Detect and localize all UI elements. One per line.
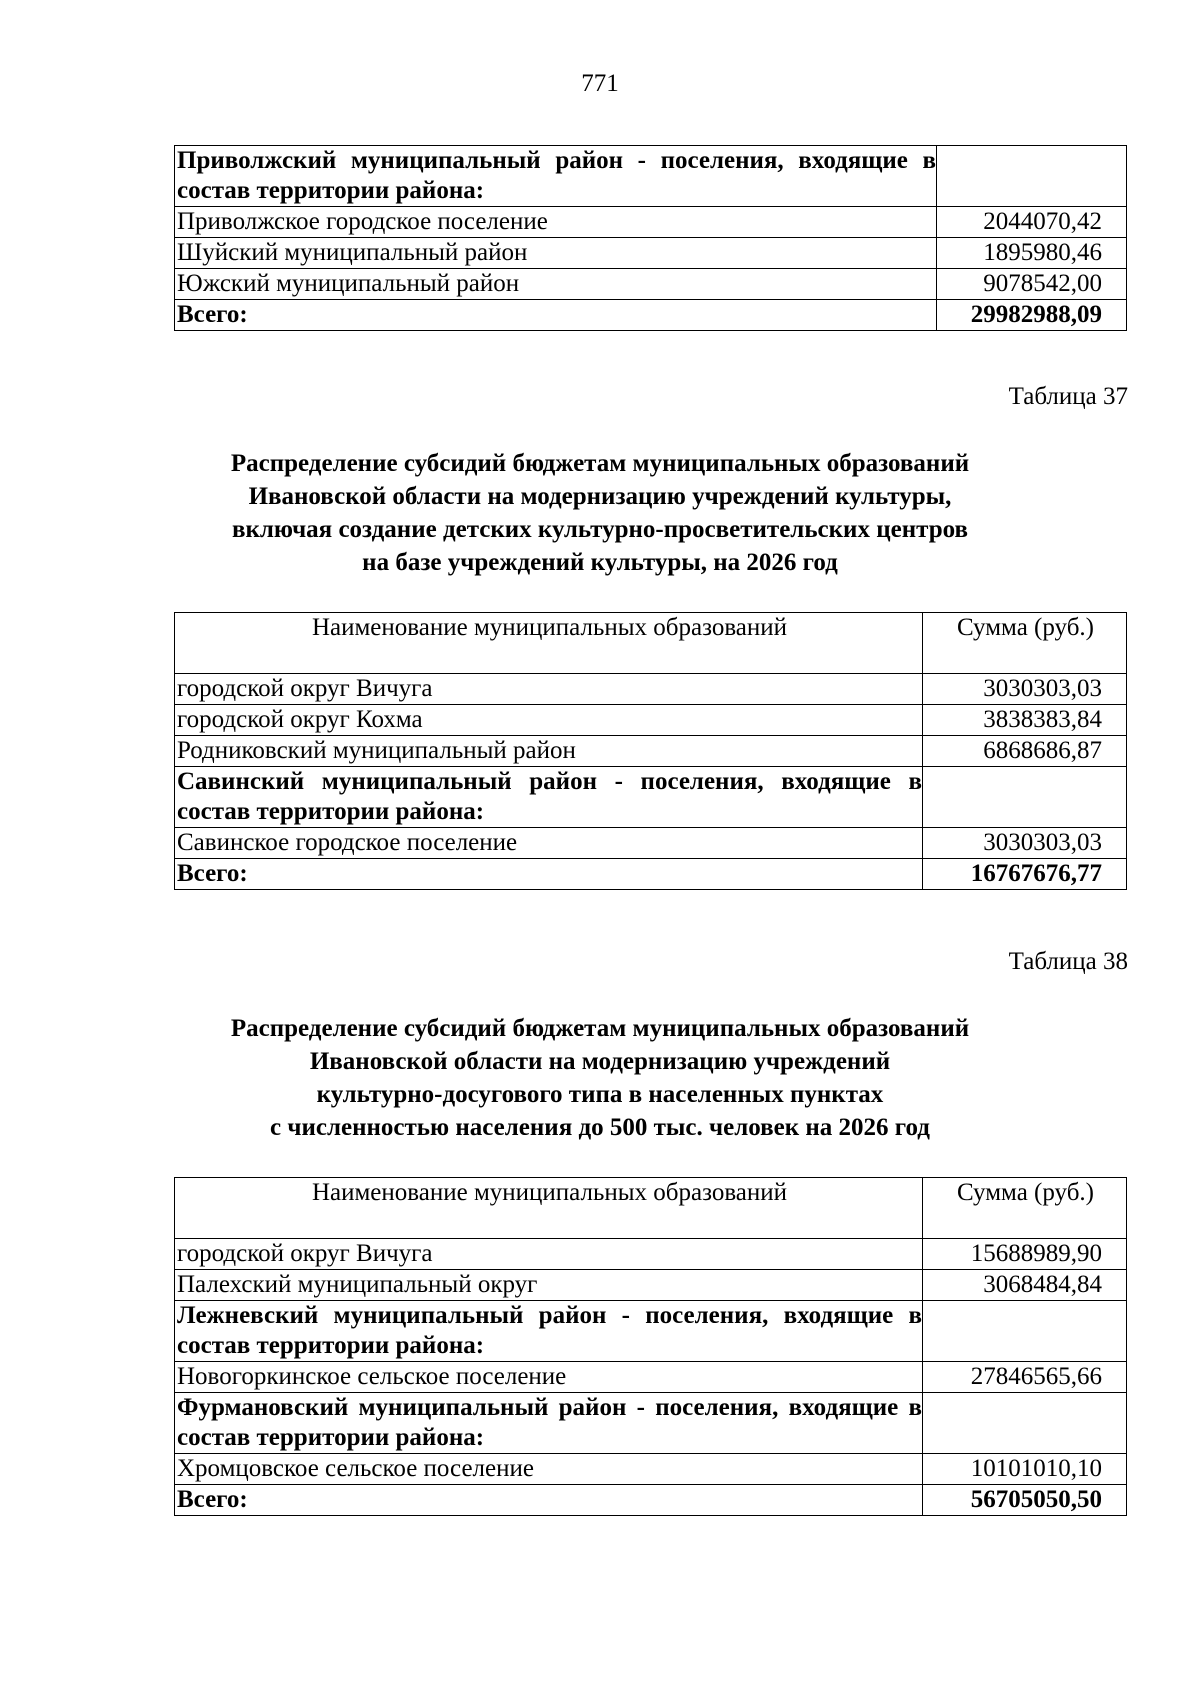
row-amount-cell: 3068484,84 xyxy=(923,1270,1127,1301)
row-name-cell: Приволжский муниципальный район - поселения, входящие в состав территории района: xyxy=(175,146,937,207)
table-group-row xyxy=(175,1393,1127,1454)
row-amount-cell: 3030303,03 xyxy=(923,674,1127,705)
table-37-title xyxy=(0,447,1200,579)
table-row xyxy=(175,1362,1127,1393)
row-name-cell: Новогоркинское сельское поселение xyxy=(175,1362,923,1393)
table-38-label: Таблица 38 xyxy=(1008,948,1128,975)
table-37-body xyxy=(175,613,1127,890)
table-38-title xyxy=(0,1012,1200,1144)
table-row xyxy=(175,1454,1127,1485)
table-row xyxy=(175,674,1127,705)
row-amount-cell: 10101010,10 xyxy=(923,1454,1127,1485)
table-37 xyxy=(174,612,1127,890)
table-total-row xyxy=(175,300,1127,331)
row-name-cell: Савинский муниципальный район - поселения, входящие в состав территории района: xyxy=(175,767,923,828)
table-38-body xyxy=(175,1178,1127,1516)
table-row xyxy=(175,1239,1127,1270)
title-line: включая создание детских культурно-просветительских центров xyxy=(232,516,968,543)
title-line: Ивановской области на модернизацию учреждений xyxy=(309,1048,891,1075)
table-38 xyxy=(174,1177,1127,1516)
title-line: на базе учреждений культуры, на 2026 год xyxy=(362,549,838,576)
title-line: Распределение субсидий бюджетам муниципальных образований xyxy=(230,450,970,477)
row-name-cell: Палехский муниципальный округ xyxy=(175,1270,923,1301)
total-label-cell: Всего: xyxy=(175,300,937,331)
table-row xyxy=(175,705,1127,736)
row-amount-cell xyxy=(923,767,1127,828)
table-group-row xyxy=(175,146,1127,207)
table-header-row xyxy=(175,1178,1127,1239)
row-name-cell: Шуйский муниципальный район xyxy=(175,238,937,269)
row-amount-cell: 3030303,03 xyxy=(923,828,1127,859)
table-group-row xyxy=(175,767,1127,828)
row-name-cell: Савинское городское поселение xyxy=(175,828,923,859)
row-amount-cell: 3838383,84 xyxy=(923,705,1127,736)
row-amount-cell: 2044070,42 xyxy=(937,207,1127,238)
table-36-body xyxy=(175,146,1127,331)
row-name-cell: Родниковский муниципальный район xyxy=(175,736,923,767)
table-37-label: Таблица 37 xyxy=(1008,383,1128,410)
page-number: 771 xyxy=(581,70,619,97)
row-name-cell: Приволжское городское поселение xyxy=(175,207,937,238)
title-line: Ивановской области на модернизацию учреждений культуры, xyxy=(248,483,952,510)
row-name-cell: Фурмановский муниципальный район - поселения, входящие в состав территории района: xyxy=(175,1393,923,1454)
row-amount-cell: 9078542,00 xyxy=(937,269,1127,300)
table-row xyxy=(175,238,1127,269)
row-amount-cell xyxy=(923,1393,1127,1454)
total-label-cell: Всего: xyxy=(175,1485,923,1516)
header-name-cell: Наименование муниципальных образований xyxy=(175,1178,923,1239)
table-total-row xyxy=(175,859,1127,890)
header-name-cell: Наименование муниципальных образований xyxy=(175,613,923,674)
table-header-row xyxy=(175,613,1127,674)
row-amount-cell: 1895980,46 xyxy=(937,238,1127,269)
title-line: культурно-досугового типа в населенных пунктах xyxy=(316,1081,884,1108)
header-amount-cell: Сумма (руб.) xyxy=(923,613,1127,674)
row-name-cell: Южский муниципальный район xyxy=(175,269,937,300)
title-line: с численностью населения до 500 тыс. человек на 2026 год xyxy=(270,1114,930,1141)
row-amount-cell xyxy=(937,146,1127,207)
table-row xyxy=(175,828,1127,859)
table-group-row xyxy=(175,1301,1127,1362)
table-36-continuation xyxy=(174,145,1127,331)
row-amount-cell: 15688989,90 xyxy=(923,1239,1127,1270)
row-amount-cell: 27846565,66 xyxy=(923,1362,1127,1393)
row-name-cell: Хромцовское сельское поселение xyxy=(175,1454,923,1485)
row-name-cell: городской округ Вичуга xyxy=(175,1239,923,1270)
row-amount-cell xyxy=(923,1301,1127,1362)
table-row xyxy=(175,207,1127,238)
row-name-cell: городской округ Вичуга xyxy=(175,674,923,705)
table-total-row xyxy=(175,1485,1127,1516)
row-name-cell: Лежневский муниципальный район - поселения, входящие в состав территории района: xyxy=(175,1301,923,1362)
total-amount-cell: 29982988,09 xyxy=(937,300,1127,331)
total-label-cell: Всего: xyxy=(175,859,923,890)
table-row xyxy=(175,736,1127,767)
row-name-cell: городской округ Кохма xyxy=(175,705,923,736)
table-row xyxy=(175,1270,1127,1301)
row-amount-cell: 6868686,87 xyxy=(923,736,1127,767)
header-amount-cell: Сумма (руб.) xyxy=(923,1178,1127,1239)
title-line: Распределение субсидий бюджетам муниципальных образований xyxy=(230,1015,970,1042)
total-amount-cell: 56705050,50 xyxy=(923,1485,1127,1516)
table-row xyxy=(175,269,1127,300)
total-amount-cell: 16767676,77 xyxy=(923,859,1127,890)
